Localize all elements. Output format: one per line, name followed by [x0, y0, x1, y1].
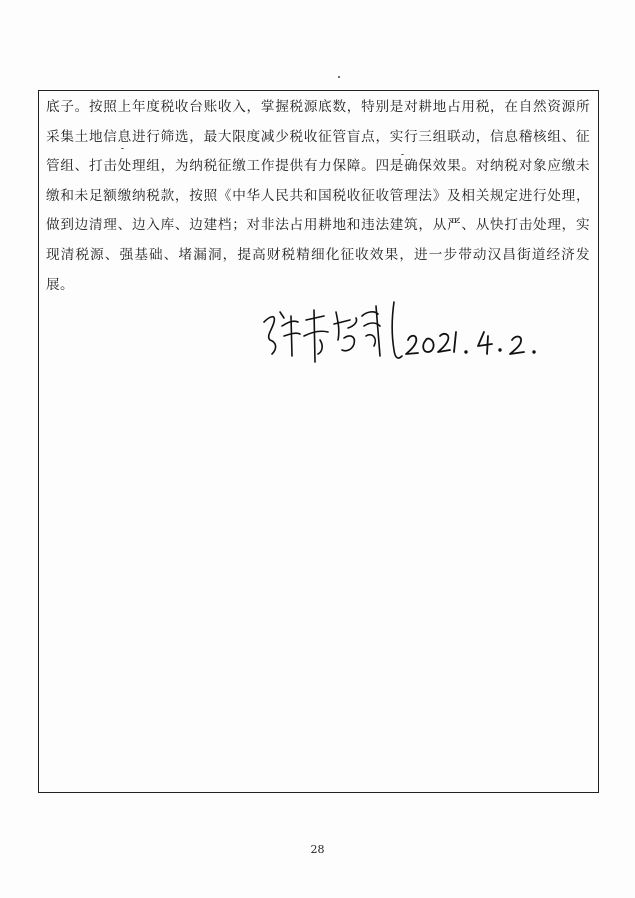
- body-paragraph: 底子。按照上年度税收台账收入，掌握税源底数，特别是对耕地占用税，在自然资源所采集土地信息进行筛选，最大限度减少税收征管盲点，实行三组联动，信息稽核组、征管组、打击处理组，为纳税征缴工作提供有力保障。四是确保效果。对纳税对象应缴未缴和未足额缴纳税款，按照《中华人民共和国税收征收管理法》及相关规定进行处理，做到边清理、边入库、边建档；对非法占用耕地和违法建筑，从严、从快打击处理，实现清税源、强基础、堵漏洞，提高财税精细化征收效果，进一步带动汉昌街道经济发展。: [46, 99, 590, 293]
- scan-speck: [121, 148, 124, 149]
- page-number: 28: [310, 843, 325, 856]
- handwritten-signature: [258, 292, 548, 372]
- scan-speck: [338, 76, 340, 78]
- scan-speck: [401, 154, 404, 155]
